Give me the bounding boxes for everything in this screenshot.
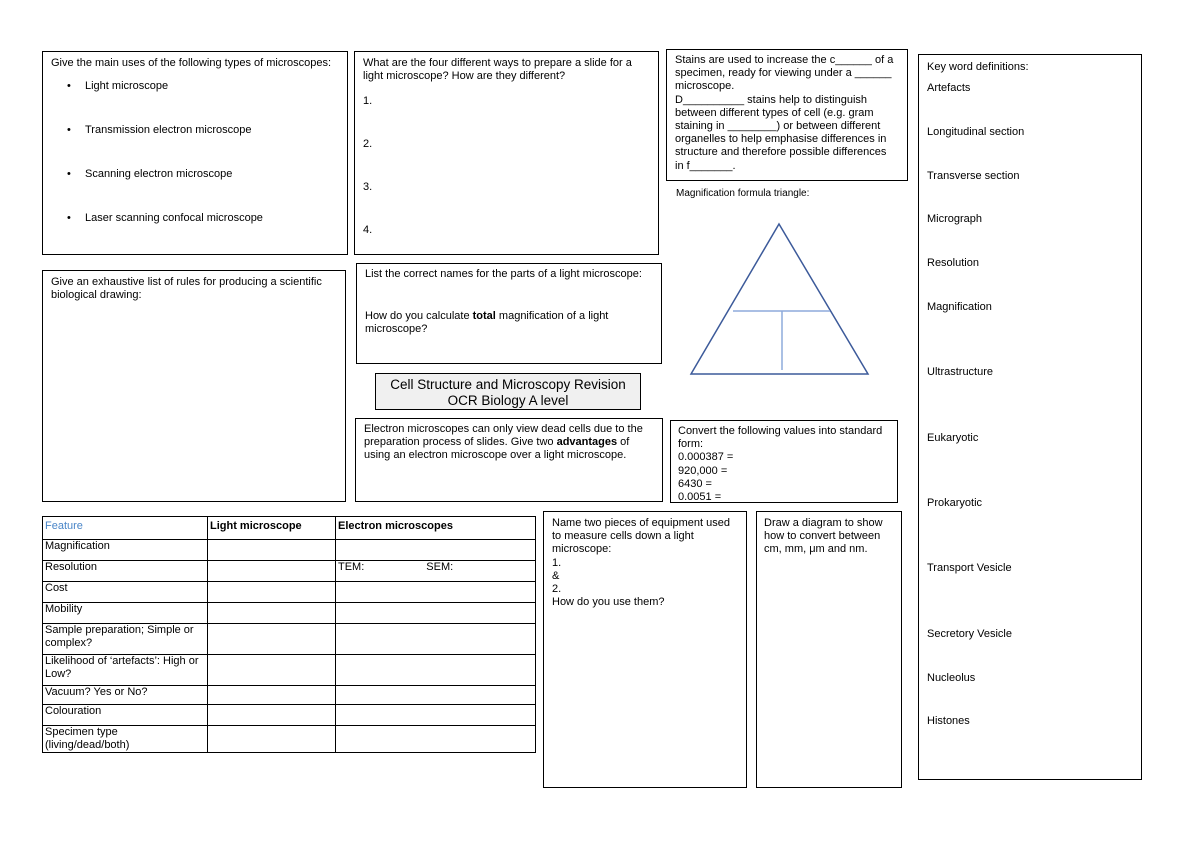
stains-line: staining in ________) or between different xyxy=(675,119,881,132)
table-header-feature: Feature xyxy=(43,517,208,540)
equipment-line: 1. xyxy=(552,556,562,569)
row-label-text: Specimen type xyxy=(45,726,118,738)
row-label xyxy=(43,624,208,655)
microscope-uses-box xyxy=(42,51,348,255)
parts-prompt: List the correct names for the parts of a light microscope: xyxy=(365,268,642,280)
title-line: Cell Structure and Microscopy Revision xyxy=(390,377,626,392)
table-cell[interactable] xyxy=(336,655,536,686)
equipment-box xyxy=(543,511,747,788)
microscope-uses-prompt: Give the main uses of the following types of microscopes: xyxy=(51,57,332,69)
tem-label: TEM: xyxy=(338,561,365,573)
slide-prep-number: 3. xyxy=(363,181,373,194)
table-cell[interactable] xyxy=(208,582,336,603)
equipment-question: How do you use them? xyxy=(552,596,665,609)
keyword-term: Micrograph xyxy=(927,213,983,225)
keywords-title: Key word definitions: xyxy=(927,61,1029,73)
magnification-triangle xyxy=(688,220,878,380)
row-label-hint: ; Simple or complex? xyxy=(45,624,194,650)
table-row xyxy=(43,561,536,582)
table-cell[interactable] xyxy=(208,561,336,582)
electron-advantages-prompt xyxy=(364,423,654,463)
triangle-outline xyxy=(691,224,868,374)
question-emphasis: total xyxy=(472,310,496,323)
row-label xyxy=(43,726,208,753)
list-item: • Laser scanning confocal microscope xyxy=(85,212,339,256)
electron-advantages-box xyxy=(355,418,663,502)
table-cell[interactable] xyxy=(208,540,336,561)
microscope-type-list xyxy=(51,80,339,256)
keyword-term: Transverse section xyxy=(927,170,1020,182)
convert-units-prompt: Draw a diagram to show how to convert between cm, mm, μm and nm. xyxy=(764,517,883,556)
table-row xyxy=(43,726,536,753)
comparison-table xyxy=(42,516,536,753)
keyword-term: Longitudinal section xyxy=(927,126,1025,138)
row-label-text: Sample preparation xyxy=(45,624,142,636)
table-cell[interactable] xyxy=(208,624,336,655)
sem-label: SEM: xyxy=(426,561,454,573)
row-label-text: Likelihood of ‘artefacts’ xyxy=(45,655,157,667)
convert-units-box xyxy=(756,511,902,788)
stains-line: between different types of cell (e.g. gram xyxy=(675,106,874,119)
keyword-term: Resolution xyxy=(927,257,979,269)
row-label: Colouration xyxy=(43,705,208,726)
list-item: • Light microscope xyxy=(85,80,339,124)
table-row xyxy=(43,655,536,686)
keyword-term: Prokaryotic xyxy=(927,497,983,509)
stains-line: organelles to help emphasise differences in xyxy=(675,133,887,146)
row-label-hint: : High or Low? xyxy=(45,655,199,681)
slide-prep-prompt: What are the four different ways to prepare a slide for a light microscope? How are they different? xyxy=(363,57,632,83)
table-row xyxy=(43,540,536,561)
table-header-light: Light microscope xyxy=(208,517,336,540)
keyword-term: Histones xyxy=(927,715,970,727)
stains-line: microscope. xyxy=(675,80,735,93)
stains-line: D__________ stains help to distinguish xyxy=(675,93,868,106)
prompt-emphasis: advantages xyxy=(556,436,618,449)
row-label-hint: Yes or No? xyxy=(90,686,148,698)
slide-prep-box xyxy=(354,51,659,255)
standard-form-prompt: Convert the following values into standard form: xyxy=(678,425,883,451)
slide-prep-number: 1. xyxy=(363,95,373,108)
row-label: Resolution xyxy=(43,561,208,582)
table-cell[interactable] xyxy=(208,603,336,624)
row-label: Cost xyxy=(43,582,208,603)
standard-form-value: 0.000387 = xyxy=(678,451,734,464)
table-cell[interactable] xyxy=(208,726,336,753)
stains-line: Stains are used to increase the c______ of a xyxy=(675,54,894,66)
prompt-text: Electron microscopes can only view dead cells due to the preparation process of slides. Give two xyxy=(364,423,643,449)
table-row xyxy=(43,705,536,726)
keyword-term: Ultrastructure xyxy=(927,366,994,378)
row-label-text: Vacuum? xyxy=(45,686,91,698)
row-label: Mobility xyxy=(43,603,208,624)
table-cell[interactable] xyxy=(336,582,536,603)
table-row xyxy=(43,603,536,624)
total-magnification-question xyxy=(365,310,653,336)
table-cell[interactable] xyxy=(208,686,336,705)
equipment-line: 2. xyxy=(552,582,562,595)
standard-form-box xyxy=(670,420,898,503)
table-cell[interactable] xyxy=(336,705,536,726)
keyword-term: Nucleolus xyxy=(927,672,976,684)
stains-line: structure and therefore possible differences xyxy=(675,146,887,159)
microscope-parts-box xyxy=(356,263,662,364)
table-cell[interactable] xyxy=(208,705,336,726)
stains-line: in f_______. xyxy=(675,159,736,172)
table-header-row xyxy=(43,517,536,540)
keyword-term: Magnification xyxy=(927,301,992,313)
question-text: magnification of a light microscope? xyxy=(365,310,609,336)
keyword-term: Artefacts xyxy=(927,82,971,94)
triangle-label: Magnification formula triangle: xyxy=(676,188,810,199)
subtitle-line: OCR Biology A level xyxy=(447,393,569,408)
keyword-definitions-box xyxy=(918,54,1142,780)
prompt-text: of using an electron microscope over a light microscope. xyxy=(364,436,630,462)
table-row xyxy=(43,686,536,705)
drawing-rules-box xyxy=(42,270,346,502)
stains-box xyxy=(666,49,908,181)
table-cell[interactable] xyxy=(336,540,536,561)
stains-line: specimen, ready for viewing under a ______ xyxy=(675,67,892,80)
keyword-term: Transport Vesicle xyxy=(927,562,1012,574)
drawing-rules-prompt: Give an exhaustive list of rules for producing a scientific biological drawing: xyxy=(51,276,322,302)
keyword-term: Eukaryotic xyxy=(927,432,979,444)
question-text: How do you calculate xyxy=(365,310,473,323)
standard-form-value: 0.0051 = xyxy=(678,490,722,503)
row-label: Magnification xyxy=(43,540,208,561)
equipment-line: & xyxy=(552,569,560,582)
row-label xyxy=(43,655,208,686)
row-label xyxy=(43,686,208,705)
standard-form-value: 6430 = xyxy=(678,477,712,490)
table-cell[interactable] xyxy=(336,561,536,582)
table-row xyxy=(43,582,536,603)
slide-prep-number: 2. xyxy=(363,138,373,151)
list-item: • Transmission electron microscope xyxy=(85,124,339,168)
keyword-term: Secretory Vesicle xyxy=(927,628,1012,640)
table-header-electron: Electron microscopes xyxy=(336,517,536,540)
table-cell[interactable] xyxy=(208,655,336,686)
slide-prep-number: 4. xyxy=(363,224,373,237)
table-cell[interactable] xyxy=(336,726,536,753)
row-label-hint: (living/dead/both) xyxy=(45,739,130,752)
table-cell[interactable] xyxy=(336,686,536,705)
table-cell[interactable] xyxy=(336,603,536,624)
standard-form-value: 920,000 = xyxy=(678,464,728,477)
list-item: • Scanning electron microscope xyxy=(85,168,339,212)
equipment-prompt: Name two pieces of equipment used to measure cells down a light microscope: xyxy=(552,517,730,556)
table-row xyxy=(43,624,536,655)
table-cell[interactable] xyxy=(336,624,536,655)
page-title xyxy=(375,373,641,410)
